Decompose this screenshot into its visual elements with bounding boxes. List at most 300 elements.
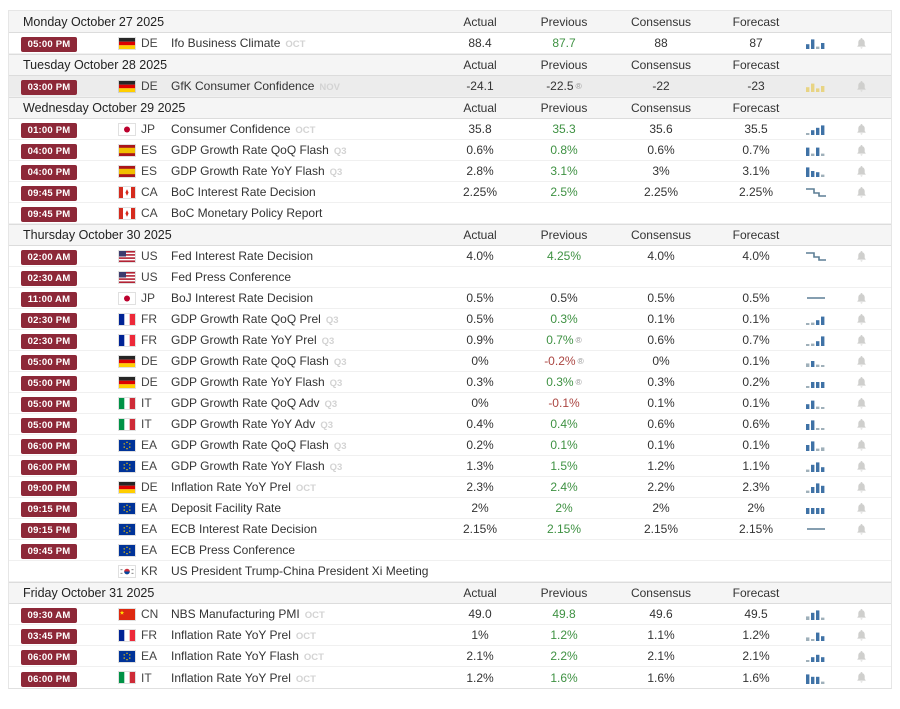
bell-icon[interactable] [838,397,885,410]
country-code: US [141,249,158,263]
event-row[interactable] [9,414,891,435]
event-row[interactable] [9,561,891,582]
bell-icon[interactable] [838,37,885,50]
actual-value: 88.4 [468,36,492,50]
time-badge: 05:00 PM [21,355,77,370]
country-cell [109,291,171,305]
previous-value: 0.7% ® [546,333,582,347]
actual-value: 0.4% [466,417,494,431]
forecast-value: 2.3% [742,480,770,494]
reference-period: Q3 [320,420,333,431]
consensus-value: 2.2% [647,480,675,494]
forecast-value: 0.7% [742,143,770,157]
previous-value: 0.3% [550,312,578,326]
event-name[interactable]: Inflation Rate YoY Prel OCT [171,670,316,685]
previous-value: 2.15% [546,522,582,536]
country-cell [109,164,171,178]
consensus-value: 2% [652,501,670,515]
event-name[interactable]: GDP Growth Rate QoQ Flash Q3 [171,143,347,157]
bell-icon[interactable] [838,123,885,136]
event-name[interactable]: NBS Manufacturing PMI OCT [171,607,325,621]
time-badge: 04:00 PM [21,165,77,180]
reference-period: OCT [303,652,324,663]
mini-bar-chart-icon[interactable] [794,418,838,430]
event-row[interactable] [9,330,891,351]
event-name[interactable]: Ifo Business Climate OCT [171,36,306,50]
consensus-value: -22 [652,79,670,93]
actual-value: 1.2% [466,670,494,685]
time-badge: 09:45 PM [21,186,77,201]
bell-icon[interactable] [838,292,885,305]
flag-icon-it [119,672,135,683]
actual-value: 0.3% [466,375,494,389]
time-cell [15,247,109,265]
event-row[interactable] [9,267,891,288]
time-cell [15,605,109,623]
flag-icon-ea [119,524,135,535]
bell-icon[interactable] [838,629,885,642]
column-header-forecast: Forecast [732,228,780,242]
forecast-value: 1.2% [742,628,770,642]
bell-icon[interactable] [838,355,885,368]
previous-value: 1.6% [550,670,578,685]
mini-bar-chart-icon[interactable] [794,650,838,662]
column-header-previous: Previous [540,101,588,115]
bell-icon[interactable] [838,481,885,494]
bell-icon[interactable] [838,523,885,536]
time-cell [15,373,109,391]
event-row[interactable] [9,76,891,97]
time-badge: 05:00 PM [21,397,77,412]
mini-bar-chart-icon[interactable] [794,629,838,641]
time-cell [15,183,109,201]
revised-icon: ® [575,81,582,91]
event-name[interactable]: Fed Interest Rate Decision [171,249,314,263]
mini-bar-chart-icon[interactable] [794,608,838,620]
previous-value: 1.5% [550,459,578,473]
consensus-value: 2.25% [643,185,679,199]
column-header-previous: Previous [540,228,588,242]
event-name[interactable]: Inflation Rate YoY Prel OCT [171,628,316,642]
time-badge: 01:00 PM [21,123,77,138]
flag-icon-kr [119,566,135,577]
bell-icon[interactable] [838,671,885,684]
column-header-forecast: Forecast [732,586,780,600]
consensus-value: 0.6% [647,143,675,157]
bell-icon[interactable] [838,376,885,389]
event-name[interactable]: BoJ Interest Rate Decision [171,291,314,305]
country-cell [109,564,171,578]
flag-icon-ea [119,461,135,472]
country-cell [109,522,171,536]
time-cell [15,289,109,307]
reference-period: OCT [295,673,316,685]
time-badge: 06:00 PM [21,650,77,665]
mini-bar-chart-icon[interactable] [794,481,838,493]
flag-icon-es [119,145,135,156]
column-header-forecast: Forecast [732,58,780,72]
forecast-value: 1.1% [742,459,770,473]
country-code: JP [141,291,156,305]
calendar-day-section [9,11,891,54]
consensus-value: 88 [654,36,668,50]
time-badge: 02:30 AM [21,271,77,286]
event-row[interactable] [9,435,891,456]
actual-value: 2.25% [462,185,498,199]
previous-value: 0.4% [550,417,578,431]
consensus-value: 0.5% [647,291,675,305]
time-cell [15,268,109,286]
section-date: Thursday October 30 2025 [23,228,172,242]
flat-line-icon[interactable] [794,292,838,304]
event-row[interactable] [9,309,891,330]
reference-period: Q3 [333,146,347,157]
actual-value: 2.1% [466,649,494,663]
forecast-value: 4.0% [742,249,770,263]
consensus-value: 0% [652,354,670,368]
revised-icon: ® [575,335,582,345]
column-header-actual: Actual [463,228,497,242]
event-name[interactable]: ECB Interest Rate Decision [171,522,318,536]
event-name[interactable]: GDP Growth Rate QoQ Flash Q3 [171,354,347,368]
forecast-value: 2.15% [738,522,774,536]
country-code: DE [141,375,158,389]
mini-bar-chart-icon[interactable] [794,144,838,156]
country-code: FR [141,333,157,347]
calendar-day-section [9,224,891,582]
country-cell [109,143,171,157]
event-row[interactable] [9,477,891,498]
time-badge: 09:45 PM [21,544,77,559]
event-name[interactable]: Consumer Confidence OCT [171,122,316,136]
event-name[interactable]: GDP Growth Rate YoY Flash Q3 [171,375,343,389]
consensus-value: 0.1% [647,438,675,452]
time-cell [15,394,109,412]
bell-icon[interactable] [838,165,885,178]
event-name[interactable]: ECB Press Conference [171,543,296,557]
mini-bar-chart-icon[interactable] [794,672,838,684]
previous-value: 0.1% [550,438,578,452]
flag-icon-us [119,272,135,283]
country-cell [109,671,171,685]
flag-icon-de [119,356,135,367]
step-down-line-icon[interactable] [794,186,838,198]
actual-value: 0% [471,396,489,410]
time-badge: 09:45 PM [21,207,77,222]
previous-value: 87.7 [552,36,576,50]
event-name[interactable]: GDP Growth Rate QoQ Prel Q3 [171,312,339,326]
forecast-value: 1.6% [742,670,770,685]
country-code: DE [141,79,158,93]
event-row[interactable] [9,119,891,140]
time-cell [15,541,109,559]
bell-icon[interactable] [838,608,885,621]
time-cell [15,310,109,328]
event-name[interactable]: GfK Consumer Confidence NOV [171,79,340,93]
actual-value: 0.6% [466,143,494,157]
previous-value: 4.25% [546,249,582,263]
actual-value: 0.2% [466,438,494,452]
mini-bar-chart-icon[interactable] [794,313,838,325]
country-cell [109,459,171,473]
country-cell [109,501,171,515]
time-badge: 05:00 PM [21,418,77,433]
previous-value: -22.5 ® [546,79,582,93]
event-row[interactable] [9,288,891,309]
event-row[interactable] [9,140,891,161]
time-badge: 06:00 PM [21,672,77,687]
actual-value: 2.15% [462,522,498,536]
bell-icon[interactable] [838,439,885,452]
event-name[interactable]: Inflation Rate YoY Flash OCT [171,649,324,663]
country-code: DE [141,480,158,494]
consensus-value: 2.1% [647,649,675,663]
actual-value: 0.9% [466,333,494,347]
bell-icon[interactable] [838,144,885,157]
event-name[interactable]: GDP Growth Rate YoY Prel Q3 [171,333,335,347]
flag-icon-ea [119,545,135,556]
actual-value: 35.8 [468,122,492,136]
forecast-value: 0.6% [742,417,770,431]
country-cell [109,438,171,452]
actual-value: 2% [471,501,489,515]
time-badge: 06:00 PM [21,460,77,475]
column-header-consensus: Consensus [630,14,692,29]
mini-bar-chart-icon[interactable] [794,37,838,49]
forecast-value: 0.7% [742,333,770,347]
event-name[interactable]: GDP Growth Rate YoY Flash Q3 [171,459,343,473]
country-code: IT [141,417,152,431]
forecast-value: 2% [747,501,765,515]
economic-calendar-table [8,10,892,689]
consensus-value: 1.6% [647,670,675,685]
country-cell [109,417,171,431]
time-cell [15,352,109,370]
event-name[interactable]: BoC Monetary Policy Report [171,206,323,220]
actual-value: 0% [471,354,489,368]
bell-icon[interactable] [838,650,885,663]
column-header-previous: Previous [540,58,588,72]
time-badge: 02:30 PM [21,313,77,328]
flag-icon-fr [119,314,135,325]
mini-bar-chart-icon[interactable] [794,334,838,346]
mini-bar-chart-icon[interactable] [794,376,838,388]
time-cell [15,669,109,687]
mini-bar-chart-icon[interactable] [794,460,838,472]
country-code: CA [141,185,158,199]
country-code: FR [141,312,157,326]
flag-icon-de [119,81,135,92]
country-cell [109,79,171,93]
consensus-value: 0.6% [647,333,675,347]
country-cell [109,249,171,263]
reference-period: Q3 [329,167,343,178]
time-cell [15,162,109,180]
forecast-value: 0.1% [742,312,770,326]
bell-icon[interactable] [838,313,885,326]
section-header [9,582,891,604]
country-code: ES [141,164,158,178]
forecast-value: 3.1% [742,164,770,178]
bell-icon[interactable] [838,250,885,263]
calendar-day-section [9,54,891,97]
country-code: EA [141,522,158,536]
previous-value: 2.4% [550,480,578,494]
previous-value: -0.2% ® [544,354,584,368]
country-code: IT [141,670,152,685]
event-name[interactable]: Fed Press Conference [171,270,292,284]
time-cell [15,34,109,52]
forecast-value: 0.5% [742,291,770,305]
reference-period: OCT [304,610,325,621]
mini-bar-chart-icon[interactable] [794,80,838,92]
event-name[interactable]: GDP Growth Rate YoY Flash Q3 [171,164,343,178]
previous-value: 1.2% [550,628,578,642]
bell-icon[interactable] [838,460,885,473]
country-cell [109,480,171,494]
forecast-value: 2.1% [742,649,770,663]
country-code: ES [141,143,158,157]
country-cell [109,333,171,347]
event-row[interactable] [9,203,891,224]
reference-period: Q3 [329,378,343,389]
event-row[interactable] [9,519,891,540]
reference-period: Q3 [329,462,343,473]
event-name[interactable]: GDP Growth Rate YoY Adv Q3 [171,417,333,431]
section-date: Tuesday October 28 2025 [23,58,168,72]
time-badge: 04:00 PM [21,144,77,159]
bell-icon[interactable] [838,186,885,199]
country-cell [109,270,171,284]
event-name[interactable]: BoC Interest Rate Decision [171,185,316,199]
column-header-consensus: Consensus [630,58,692,72]
forecast-value: 2.25% [738,185,774,199]
country-code: EA [141,501,158,515]
forecast-value: 87 [749,36,763,50]
section-header [9,11,891,33]
mini-bar-chart-icon[interactable] [794,355,838,367]
event-row[interactable] [9,646,891,667]
country-cell [109,312,171,326]
country-code: CN [141,607,159,621]
event-row[interactable] [9,498,891,519]
reference-period: Q3 [333,357,347,368]
country-code: EA [141,459,158,473]
event-row[interactable] [9,667,891,688]
bell-icon[interactable] [838,80,885,93]
mini-bar-chart-icon[interactable] [794,439,838,451]
previous-value: 2.2% [550,649,578,663]
event-row[interactable] [9,161,891,182]
forecast-value: 49.5 [744,607,768,621]
event-name[interactable]: GDP Growth Rate QoQ Flash Q3 [171,438,347,452]
country-cell [109,628,171,642]
consensus-value: 1.1% [647,628,675,642]
mini-bar-chart-icon[interactable] [794,502,838,514]
section-header [9,224,891,246]
mini-bar-chart-icon[interactable] [794,123,838,135]
time-cell [15,331,109,349]
column-header-actual: Actual [463,14,497,29]
country-code: CA [141,206,158,220]
bell-icon[interactable] [838,418,885,431]
reference-period: Q3 [325,315,339,326]
event-row[interactable] [9,33,891,54]
column-header-actual: Actual [463,101,497,115]
actual-value: 1.3% [466,459,494,473]
flag-icon-it [119,419,135,430]
flag-icon-us [119,251,135,262]
time-cell [15,520,109,538]
event-row[interactable] [9,393,891,414]
time-cell [15,499,109,517]
event-name[interactable]: GDP Growth Rate QoQ Adv Q3 [171,396,338,410]
country-code: IT [141,396,152,410]
bell-icon[interactable] [838,502,885,515]
actual-value: 0.5% [466,312,494,326]
flag-icon-de [119,377,135,388]
time-cell [15,204,109,222]
time-cell [15,626,109,644]
event-row[interactable] [9,540,891,561]
country-code: EA [141,438,158,452]
column-header-previous: Previous [540,586,588,600]
event-name[interactable]: Inflation Rate YoY Prel OCT [171,480,316,494]
event-row[interactable] [9,604,891,625]
flag-icon-ca [119,187,135,198]
consensus-value: 0.6% [647,417,675,431]
actual-value: 2.3% [466,480,494,494]
event-row[interactable] [9,182,891,203]
bell-icon[interactable] [838,334,885,347]
consensus-value: 0.3% [647,375,675,389]
time-cell [15,457,109,475]
previous-value: 3.1% [550,164,578,178]
flag-icon-ea [119,440,135,451]
country-code: EA [141,543,158,557]
forecast-value: 0.1% [742,396,770,410]
step-down-line-icon[interactable] [794,250,838,262]
country-cell [109,206,171,220]
forecast-value: 0.1% [742,438,770,452]
flag-icon-jp [119,293,135,304]
time-badge: 06:00 PM [21,439,77,454]
reference-period: Q3 [321,336,335,347]
event-row[interactable] [9,351,891,372]
event-name[interactable]: US President Trump-China President Xi Meeting [171,564,429,578]
section-header [9,54,891,76]
mini-bar-chart-icon[interactable] [794,397,838,409]
mini-bar-chart-icon[interactable] [794,165,838,177]
event-row[interactable] [9,372,891,393]
time-cell [15,478,109,496]
calendar-day-section [9,97,891,224]
event-row[interactable] [9,246,891,267]
country-code: JP [141,122,156,136]
event-name[interactable]: Deposit Facility Rate [171,501,282,515]
flag-icon-ea [119,503,135,514]
actual-value: 2.8% [466,164,494,178]
forecast-value: 0.2% [742,375,770,389]
flag-icon-es [119,166,135,177]
flag-icon-de [119,482,135,493]
flat-line-icon[interactable] [794,523,838,535]
consensus-value: 2.15% [643,522,679,536]
country-cell [109,649,171,663]
event-row[interactable] [9,456,891,477]
time-badge: 05:00 PM [21,37,77,52]
event-row[interactable] [9,625,891,646]
